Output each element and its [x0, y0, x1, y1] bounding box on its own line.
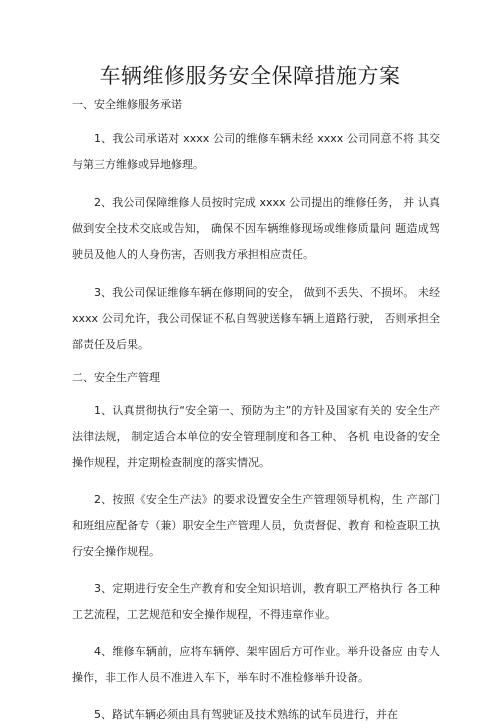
- paragraph: 3、我公司保证维修车辆在修期间的安全， 做到不丢失、不损坏。 未经 xxxx 公司允许，我公司保证不私自驾驶送修车辆上道路行驶， 否则承担全部责任及后果。: [72, 286, 440, 351]
- paragraph: 4、维修车辆前，应将车辆停、架牢固后方可作业。举升设备应 由专人操作，非工作人员不准进入车下，举车时不准检修举升设备。: [72, 645, 440, 684]
- paragraph: 1、我公司承诺对 xxxx 公司的维修车辆未经 xxxx 公司同意不将 其交与第三方维修或异地修理。: [72, 132, 440, 171]
- document-body: [72, 95, 440, 728]
- document-title: 车辆维修服务安全保障措施方案: [99, 64, 401, 88]
- section-heading-production-management: 二、安全生产管理: [72, 371, 160, 384]
- paragraph: 2、我公司保障维修人员按时完成 xxxx 公司提出的维修任务， 并 认真做到安全技术交底或告知， 确保不因车辆维修现场或维修质量问 题造成驾驶员及他人的人身伤害，否则我方承担相应责任。: [72, 196, 440, 261]
- paragraph: 5、路试车辆必须由具有驾驶证及技术熟练的试车员进行，并在: [94, 708, 398, 721]
- paragraph: 3、定期进行安全生产教育和安全知识培训，教育职工严格执行 各工种工艺流程，工艺规范和安全操作规程，不得违章作业。: [72, 582, 440, 621]
- paragraph: 1、认真贯彻执行“安全第一、预防为主”的方针及国家有关的 安全生产法律法规， 制定适合本单位的安全管理制度和各工种、 各机 电设备的安全操作规程，并定期检查制度的落实情况。: [72, 404, 440, 469]
- section-heading-safety-commitment: 一、安全维修服务承诺: [72, 98, 182, 111]
- paragraph: 2、按照《安全生产法》的要求设置安全生产管理领导机构，生 产部门和班组应配备专（兼）职安全生产管理人员，负责督促、教育 和检查职工执行安全操作规程。: [72, 493, 440, 558]
